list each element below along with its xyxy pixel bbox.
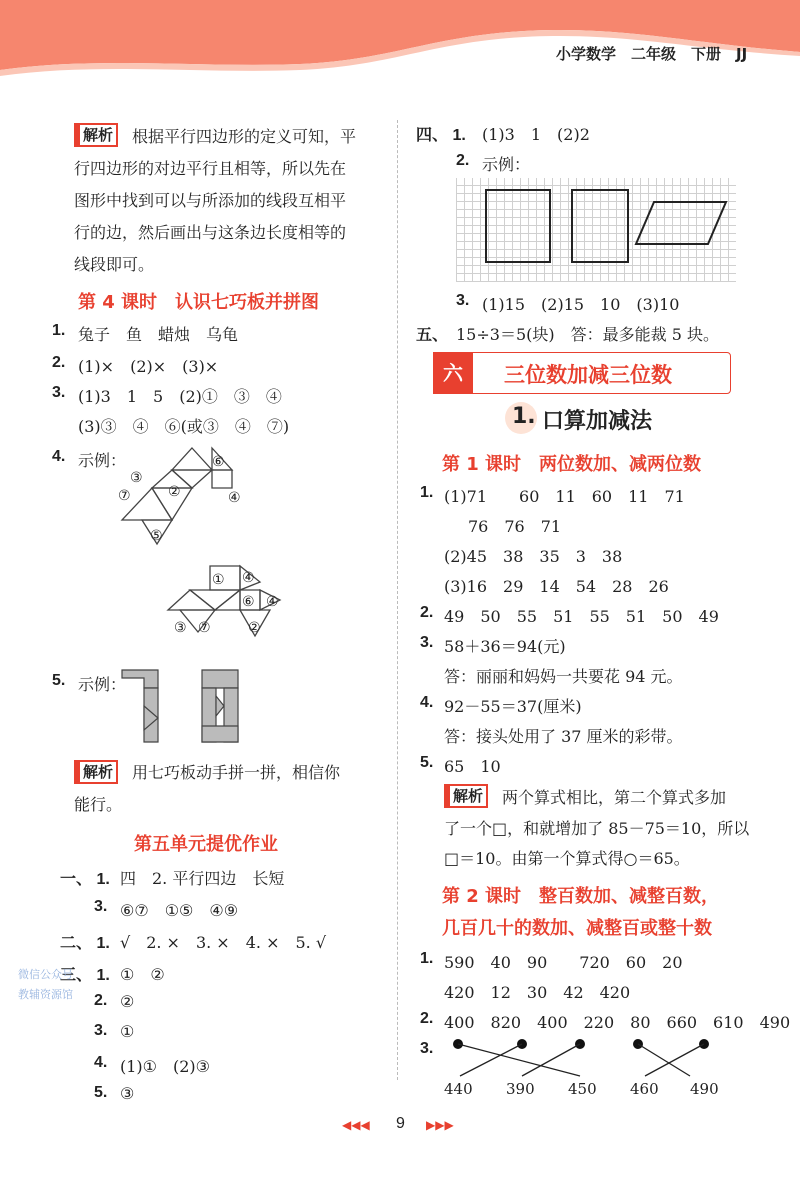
item-number: 1. (52, 322, 66, 339)
analysis-line: 线段即可。 (74, 255, 155, 274)
item-answer: 示例： (482, 155, 531, 174)
item-answer: 420 12 30 42 420 (444, 983, 631, 1002)
grid-shapes (456, 178, 736, 282)
analysis-line: 根据平行四边形的定义可知，平 (132, 127, 357, 146)
item-number: 3. (420, 1040, 434, 1057)
item-answer: 76 76 71 (468, 517, 562, 536)
piece-label: ① (212, 572, 225, 588)
item-answer: 答：丽丽和妈妈一共要花 94 元。 (444, 667, 683, 686)
item-number: 2. (420, 1010, 434, 1027)
item-answer: 65 10 (444, 757, 501, 776)
item-number: 3. (94, 1022, 108, 1039)
item-answer: 590 40 90 720 60 20 (444, 953, 683, 972)
analysis-line: 行四边形的对边平行且相等，所以先在 (74, 159, 347, 178)
item-number: 2. (52, 354, 66, 371)
item-number: 五、 (416, 327, 449, 344)
item-answer: (3)16 29 14 54 28 26 (444, 577, 669, 596)
item-answer: ⑥⑦ ①⑤ ④⑨ (120, 901, 239, 920)
item-number: 3. (94, 898, 108, 915)
tangram-digits (118, 666, 258, 746)
item-number: 二、 1. (60, 935, 110, 952)
item-answer: (1)× (2)× (3)× (78, 357, 219, 376)
analysis-tag: 解析 (444, 784, 488, 808)
item-number: 5. (94, 1084, 108, 1101)
item-answer: ① ② (120, 965, 165, 984)
section-number: 1. (512, 404, 536, 429)
lesson-heading: 第 2 课时 整百数加、减整百数， (442, 886, 720, 907)
book-title: 小学数学 二年级 下册 JJ (556, 45, 748, 63)
arrow-left-icon: ◀◀◀ (342, 1118, 370, 1132)
item-number: 4. (420, 694, 434, 711)
item-number: 3. (456, 292, 470, 309)
piece-label: ⑦ (198, 620, 211, 636)
section-title: 口算加减法 (542, 409, 653, 434)
item-number: 4. (52, 448, 66, 465)
piece-label: ② (248, 620, 261, 636)
unit-number: 六 (433, 352, 473, 394)
item-answer: 92－55＝37(厘米) (444, 697, 582, 716)
analysis-line: □＝10。由第一个算式得○＝65。 (444, 849, 690, 868)
item-number: 3. (52, 384, 66, 401)
analysis-tag: 解析 (74, 123, 118, 147)
analysis-tag: 解析 (74, 760, 118, 784)
watermark-line: 教辅资源馆 (18, 988, 73, 1001)
piece-label: ③ (174, 620, 187, 636)
lesson-heading: 第 4 课时 认识七巧板并拼图 (78, 292, 320, 313)
piece-label: ④ (242, 570, 255, 586)
match-value: 490 (690, 1080, 719, 1098)
item-answer: (1)71 60 11 60 11 71 (444, 487, 685, 506)
item-answer: (1)3 1 5 (2)① ③ ④ (78, 387, 282, 406)
header-band (0, 0, 800, 80)
analysis-line: 了一个□，和就增加了 85－75＝10，所以 (444, 819, 750, 838)
item-number: 1. (420, 950, 434, 967)
tangram-figure-2 (160, 560, 300, 642)
piece-label: ③ (130, 470, 143, 486)
page-number: 9 (396, 1115, 405, 1132)
item-number: 一、 1. (60, 871, 110, 888)
item-answer: ① (120, 1022, 135, 1041)
item-answer: (2)45 38 35 3 38 (444, 547, 623, 566)
lesson-heading: 几百几十的数加、减整百或整十数 (442, 918, 712, 939)
unit-title: 三位数加减三位数 (504, 363, 672, 387)
item-number: 2. (94, 992, 108, 1009)
item-number: 4. (94, 1054, 108, 1071)
item-answer: 49 50 55 51 55 51 50 49 (444, 607, 719, 626)
analysis-line: 图形中找到可以与所添加的线段互相平 (74, 191, 347, 210)
item-answer: 答：接头处用了 37 厘米的彩带。 (444, 727, 683, 746)
match-value: 390 (506, 1080, 535, 1098)
analysis-line: 用七巧板动手拼一拼，相信你 (132, 763, 341, 782)
match-value: 460 (630, 1080, 659, 1098)
match-value: 450 (568, 1080, 597, 1098)
item-answer: 四 2. 平行四边 长短 (120, 869, 285, 888)
piece-label: ② (168, 484, 181, 500)
analysis-line: 两个算式相比，第二个算式多加 (502, 788, 727, 807)
item-answer: 示例： (78, 675, 127, 694)
item-answer: 58＋36＝94(元) (444, 637, 566, 656)
analysis-line: 能行。 (74, 795, 123, 814)
analysis-line: 行的边，然后画出与这条边长度相等的 (74, 223, 347, 242)
item-answer: √ 2. × 3. × 4. × 5. √ (120, 933, 327, 952)
piece-label: ⑥ (242, 594, 255, 610)
item-answer: 400 820 400 220 80 660 610 490 (444, 1013, 791, 1032)
item-number: 四、 1. (416, 127, 466, 144)
column-divider (397, 120, 399, 1080)
item-answer: 示例： (78, 451, 127, 470)
piece-label: ④ (228, 490, 241, 506)
tangram-figure-1 (112, 440, 272, 550)
item-number: 5. (420, 754, 434, 771)
piece-label: ⑦ (118, 488, 131, 504)
item-answer: 15÷3＝5(块) 答：最多能裁 5 块。 (456, 325, 719, 344)
item-number: 三、 1. (60, 967, 110, 984)
item-number: 1. (420, 484, 434, 501)
watermark-line: 微信公众号 (18, 968, 73, 981)
item-answer: 兔子 鱼 蜡烛 乌龟 (78, 325, 239, 344)
item-number: 3. (420, 634, 434, 651)
item-answer: (1)3 1 (2)2 (482, 125, 590, 144)
arrow-right-icon: ▶▶▶ (426, 1118, 454, 1132)
match-value: 440 (444, 1080, 473, 1098)
matching-diagram (440, 1036, 740, 1106)
piece-label: ④ (266, 594, 279, 610)
unit-banner (433, 352, 731, 394)
item-answer: (1)15 (2)15 10 (3)10 (482, 295, 680, 314)
item-number: 2. (420, 604, 434, 621)
piece-label: ⑥ (212, 454, 225, 470)
item-answer: (3)③ ④ ⑥(或③ ④ ⑦) (78, 417, 290, 436)
item-number: 5. (52, 672, 66, 689)
item-number: 2. (456, 152, 470, 169)
item-answer: (1)① (2)③ (120, 1057, 211, 1076)
item-answer: ③ (120, 1084, 135, 1103)
lesson-heading: 第 1 课时 两位数加、减两位数 (442, 454, 702, 475)
unit-review-heading: 第五单元提优作业 (134, 834, 278, 855)
piece-label: ⑤ (150, 528, 163, 544)
item-answer: ② (120, 992, 135, 1011)
